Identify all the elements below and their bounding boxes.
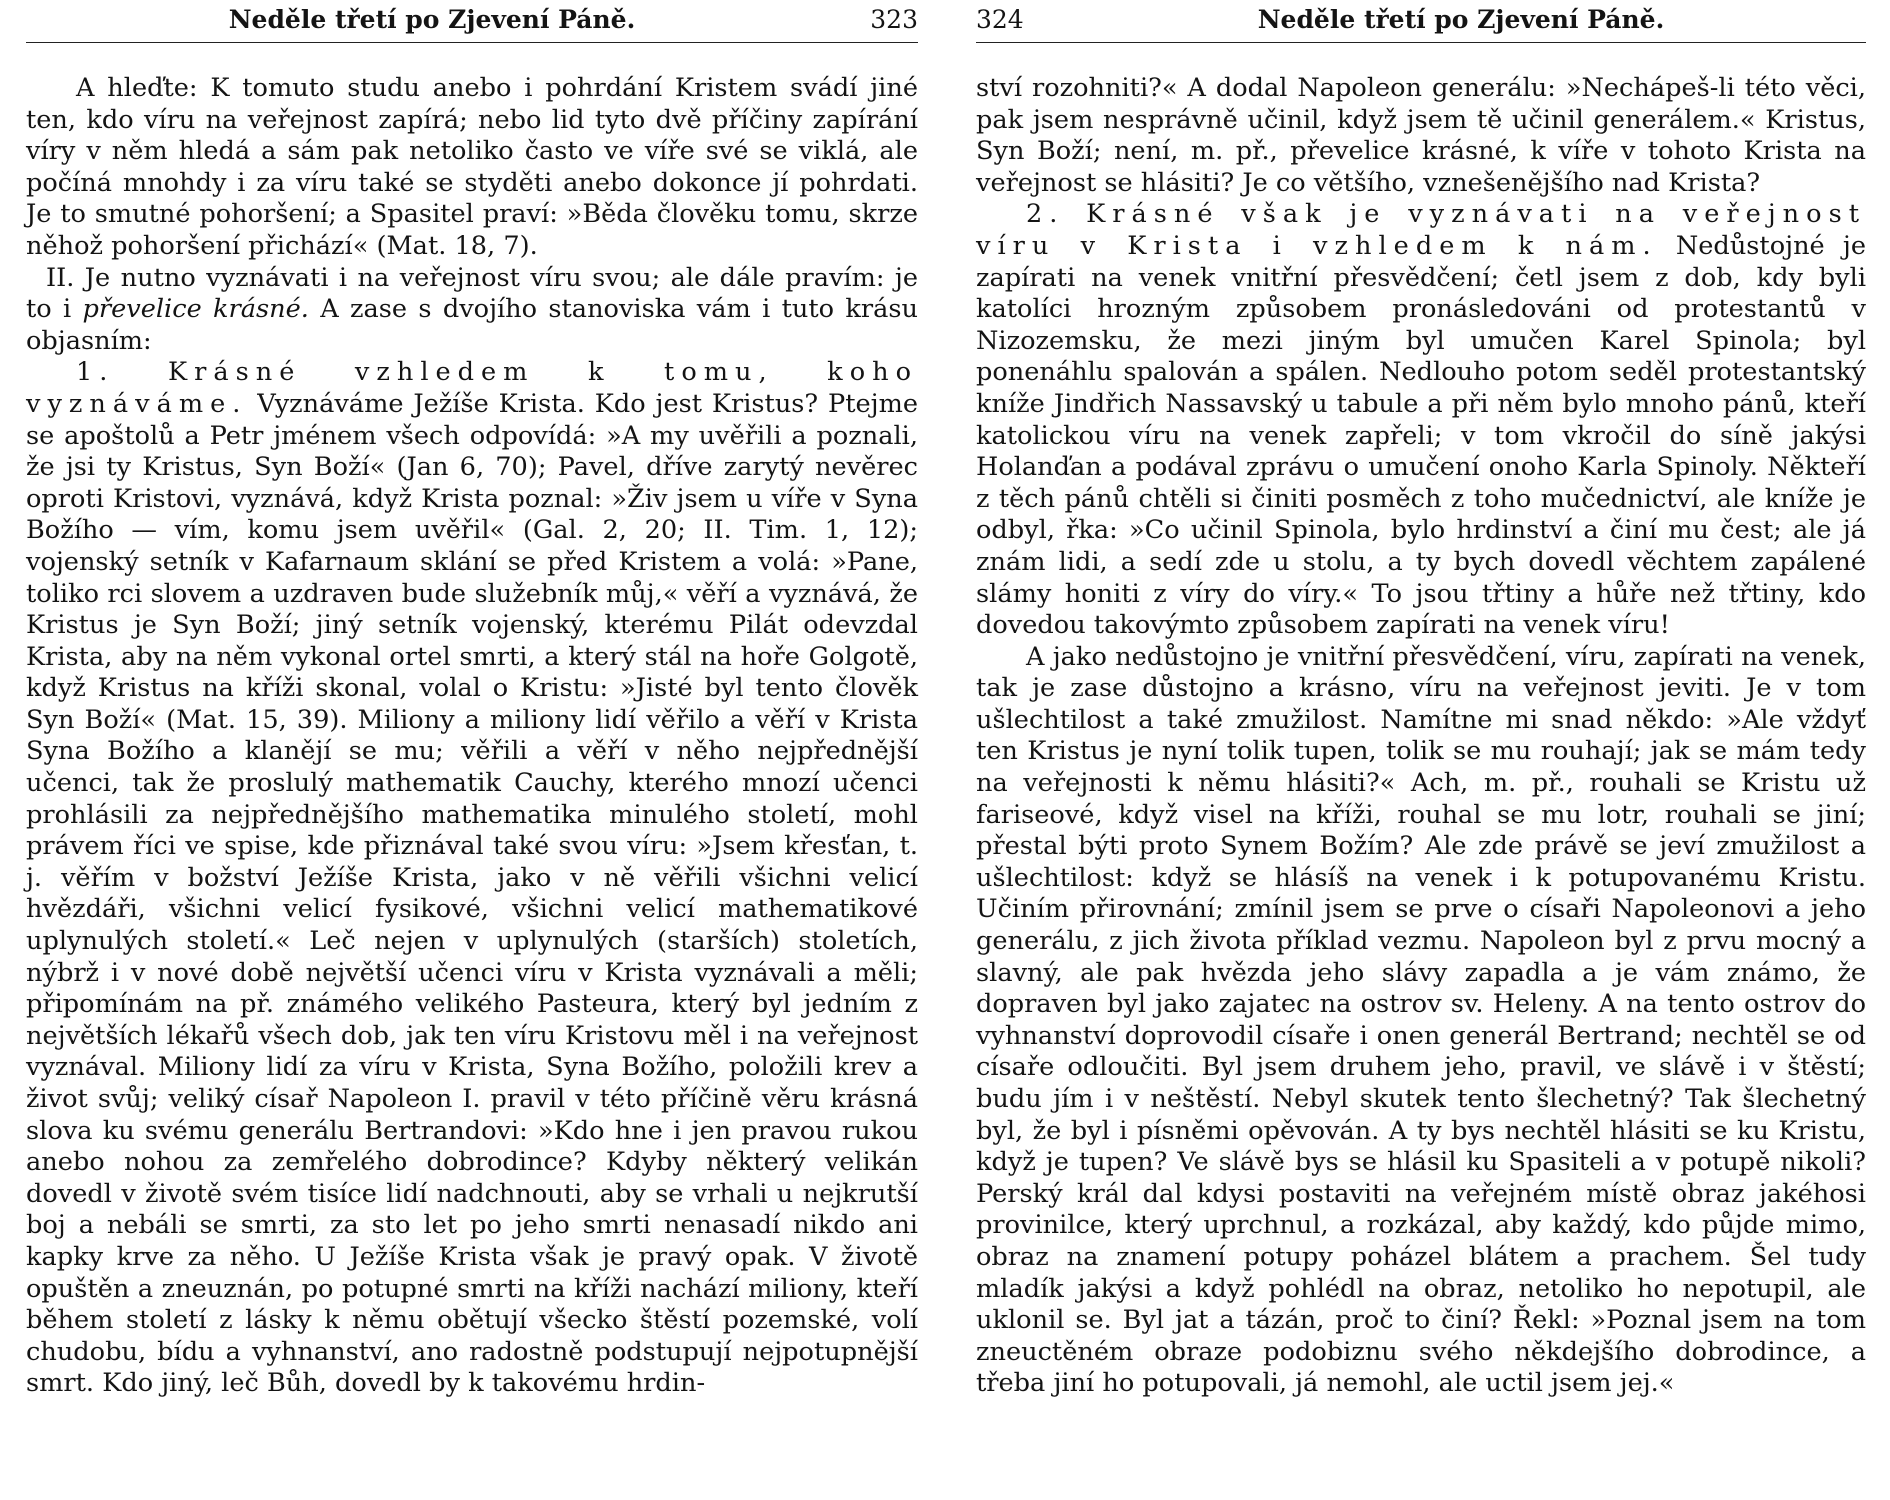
paragraph: A hleďte: K tomuto studu anebo i pohrdání Kristem svádí jiné ten, kdo víru na veřejnost zapírá; nebo lid tyto dvě příčiny zapírání víry v něm hledá a sám pak netoliko často ve víře své se viklá, ale počíná mnohdy i za víru také se styděti anebo dokonce jí pohrdati. Je to smutné pohoršení; a Spasitel praví: »Běda člověku tomu, skrze něhož pohoršení přichází« (Mat. 18, 7). xyxy=(26,73,918,261)
section-heading: 1. Krásné vzhledem k tomu, koho vyznáváme. xyxy=(26,357,918,419)
page-number: 323 xyxy=(870,5,918,34)
paragraph xyxy=(26,263,918,358)
paragraph-text: Vyznáváme Ježíše Krista. Kdo jest Kristus? Ptejme se apoštolů a Petr jménem všech odpovídá: »A my uvěřili a poznali, že jsi ty Kristus, Syn Boží« (Jan 6, 70); Pavel, dříve zarytý nevěrec oproti Kristovi, vyznává, když Krista poznal: »Živ jsem u víře v Syna Božího — vím, komu jsem uvěřil« (Gal. 2, 20; II. Tim. 1, 12); vojenský setník v Kafarnaum sklání se před Kristem a volá: »Pane, toliko rci slovem a uzdraven bude služebník můj,« věří a vyznává, že Kristus je Syn Boží; jiný setník vojenský, kterému Pilát odevzdal Krista, aby na něm vykonal ortel smrti, a který stál na hoře Golgotě, když Kristus na kříži skonal, volal o Kristu: »Jisté byl tento člověk Syn Boží« (Mat. 15, 39). Miliony a miliony lidí věřilo a věří v Krista Syna Božího a klanějí se mu; věřili a věří v něho nejpřednější učenci, tak že proslulý mathematik Cauchy, kterého mnozí učenci prohlásili za nejpřednějšího mathematika minulého století, mohl právem říci ve spise, kde přiznával také svou víru: »Jsem křesťan, t. j. věřím v božství Ježíše Krista, jako v ně věřili všichni velicí hvězdáři, všichni velicí fysikové, všichni velicí mathematikové uplynulých století.« Leč nejen v uplynulých (starších) stoletích, nýbrž i v nové době největší učenci víru v Krista vyznávali a měli; připomínám na př. známého velikého Pasteura, který byl jedním z největších lékařů všech dob, jak ten víru Kristovu měl i na veřejnost vyznával. Miliony lidí za víru v Krista, Syna Božího, položili krev a život svůj; veliký císař Napoleon I. pravil v této příčině věru krásná slova ku svému generálu Bertrandovi: »Kdo hne i jen pravou rukou anebo nohou za zemřelého dobrodince? Kdyby některý velikán dovedl v životě svém tisíce lidí nadchnouti, aby se vrhali u nejkrutší boj a nebáli se smrti, za sto let po jeho smrti nenasadí nikdo ani kapky krve za něho. U Ježíše Krista však je pravý opak. V životě opuštěn a zneuznán, po potupné smrti na kříži nachází miliony, kteří během století z lásky k němu obětují všecko štěstí pozemské, volí chudobu, bídu a vyhnanství, ano radostně podstupují nejpotupnější smrt. Kdo jiný, leč Bůh, dovedl by k takovému hrdin- xyxy=(26,388,918,1399)
right-page xyxy=(976,0,1866,1500)
paragraph-text: A zase s dvojího stanoviska vám i tuto krásu objasním: xyxy=(26,294,918,356)
paragraph xyxy=(976,199,1866,641)
page-body xyxy=(976,73,1866,1400)
running-header xyxy=(976,0,1866,43)
paragraph xyxy=(26,357,918,1400)
left-page xyxy=(26,0,918,1500)
page-body xyxy=(26,73,918,1400)
running-header xyxy=(26,0,918,43)
paragraph-text: II. Je nutno vyznávati i na veřejnost víru svou; ale dále pravím: je to i xyxy=(26,262,918,325)
paragraph: ství rozohniti?« A dodal Napoleon generálu: »Nechápeš-li této věci, pak jsem nesprávně učinil, když jsem tě učinil generálem.« Kristus, Syn Boží; není, m. př., převelice krásné, k víře v tohoto Krista na veřejnost se hlásiti? Je co většího, vznešenějšího nad Krista? xyxy=(976,73,1866,198)
emphasis-text: převelice krásné. xyxy=(82,294,309,325)
header-title: Neděle třetí po Zjevení Páně. xyxy=(1257,5,1665,34)
header-title: Neděle třetí po Zjevení Páně. xyxy=(228,5,636,34)
paragraph-text: Nedůstojné je zapírati na venek vnitřní přesvědčení; četl jsem z dob, kdy byli katolíci hrozným způsobem pronásledováni od protestantů v Nizozemsku, že mezi jiným byl umučen Karel Spinola; byl ponenáhlu spalován a spálen. Nedlouho potom seděl protestantský kníže Jindřich Nassavský u tabule a při něm bylo mnoho pánů, kteří katolickou víru na venek zapřeli; v tom vkročil do síně jakýsi Holanďan a podával zprávu o umučení onoho Karla Spinoly. Někteří z těch pánů chtěli si činiti posměch z toho mučednictví, ale kníže je odbyl, řka: »Co učinil Spinola, bylo hrdinství a činí mu čest; ale já znám lidi, a sedí zde u stolu, a ty bych dovedl věchtem zapálené slámy honiti z víry do víry.« To jsou třtiny a hůře než třtiny, kdo dovedou takovýmto způsobem zapírati na venek víru! xyxy=(976,230,1866,641)
paragraph: A jako nedůstojno je vnitřní přesvědčení, víru, zapírati na venek, tak je zase důstojno a krásno, víru na veřejnost jeviti. Je v tom ušlechtilost a také zmužilost. Namítne mi snad někdo: »Ale vždyť ten Kristus je nyní tolik tupen, tolik se mu rouhají; jak se mám tedy na veřejnosti k němu hlásiti?« Ach, m. př., rouhali se Kristu už fariseové, když visel na kříži, rouhal se mu lotr, rouhali se jiní; přestal býti proto Synem Božím? Ale zde právě se jeví zmužilost a ušlechtilost: když se hlásíš na venek i k potupovanému Kristu. Učiním přirovnání; zmínil jsem se prve o císaři Napoleonovi a jeho generálu, z jich života příklad vezmu. Napoleon byl z prvu mocný a slavný, ale pak hvězda jeho slávy zapadla a je vám známo, že dopraven byl jako zajatec na ostrov sv. Heleny. A na tento ostrov do vyhnanství doprovodil císaře i onen generál Bertrand; nechtěl se od císaře odloučiti. Byl jsem druhem jeho, pravil, ve slávě i v štěstí; budu jím i v neštěstí. Nebyl skutek tento šlechetný? Tak šlechetný byl, že byl i písněmi opěvován. A ty bys nechtěl hlásiti se ku Kristu, když je tupen? Ve slávě bys se hlásil ku Spasiteli a v potupě nikoli? Perský král dal kdysi postaviti na veřejném místě obraz jakéhosi provinilce, který uprchnul, a rozkázal, aby každý, kdo půjde mimo, obraz na znamení potupy poházel blátem a prachem. Šel tudy mladík jakýsi a když pohlédl na obraz, netoliko ho nepotupil, ale uklonil se. Byl jat a tázán, proč to činí? Řekl: »Poznal jsem na tom zneuctěném obraze podobiznu svého někdejšího dobrodince, a třeba jiní ho potupovali, já nemohl, ale uctil jsem jej.« xyxy=(976,641,1866,1399)
section-heading: 2. Krásné však je vyznávati na veřejnost víru v Krista i vzhledem k nám. xyxy=(976,199,1866,261)
page-number: 324 xyxy=(976,5,1024,34)
